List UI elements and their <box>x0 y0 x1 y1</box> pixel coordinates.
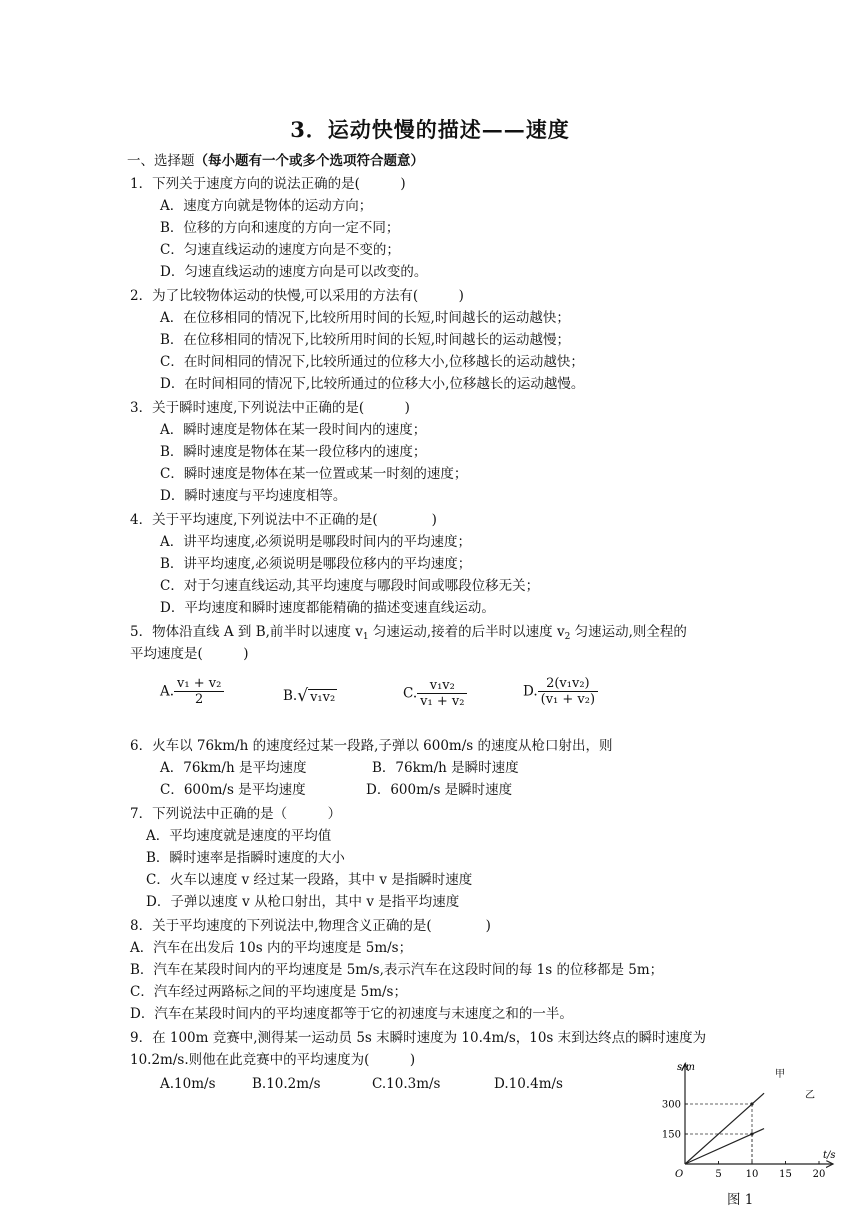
denominator: 2 <box>195 692 204 707</box>
option-label: C. <box>403 685 418 702</box>
q1-option-c: C．匀速直线运动的速度方向是不变的； <box>160 242 400 258</box>
x-axis-label: t/s <box>823 1150 836 1161</box>
q2-option-c: C．在时间相同的情况下,比较所通过的位移大小,位移越长的运动越快； <box>160 354 584 370</box>
x-tick-label: 10 <box>745 1169 759 1180</box>
q7-option-b: B．瞬时速率是指瞬时速度的大小 <box>146 850 345 866</box>
denominator: (v₁ + v₂) <box>540 692 596 707</box>
option-label: B. <box>283 688 298 704</box>
q1-option-b: B．位移的方向和速度的方向一定不同； <box>160 220 400 236</box>
q1-stem: 1．下列关于速度方向的说法正确的是( ) <box>130 176 406 192</box>
q9-stem-line2: 10.2m/s.则他在此竞赛中的平均速度为( ) <box>130 1052 416 1068</box>
q9-option-c: C.10.3m/s <box>372 1076 441 1092</box>
q5-stem-line2: 平均速度是( ) <box>130 646 249 662</box>
q5-option-b <box>283 686 337 706</box>
q4-stem: 4．关于平均速度,下列说法中不正确的是( ) <box>130 512 437 528</box>
q3-option-b: B．瞬时速度是物体在某一段位移内的速度； <box>160 444 427 460</box>
figure-1-chart <box>655 1058 845 1188</box>
q7-option-d: D．子弹以速度 v 从枪口射出，其中 v 是指平均速度 <box>146 894 460 910</box>
q8-option-c: C．汽车经过两路标之间的平均速度是 5m/s； <box>130 984 407 1000</box>
q7-option-a: A．平均速度就是速度的平均值 <box>146 828 332 844</box>
y-axis-label: s/m <box>677 1062 695 1073</box>
q6-option-b: B．76km/h 是瞬时速度 <box>372 760 519 776</box>
q8-option-b: B．汽车在某段时间内的平均速度是 5m/s,表示汽车在这段时间的每 1s 的位移都是 5m； <box>130 962 664 978</box>
q7-option-c: C．火车以速度 v 经过某一段路，其中 v 是指瞬时速度 <box>146 872 473 888</box>
fraction <box>417 678 467 709</box>
q3-option-c: C．瞬时速度是物体在某一位置或某一时刻的速度； <box>160 466 468 482</box>
x-tick-label: 15 <box>779 1169 792 1180</box>
q9-option-b: B.10.2m/s <box>252 1076 321 1092</box>
q5-subscript: 1 <box>362 632 369 642</box>
y-tick-label: 300 <box>661 1099 681 1111</box>
q2-stem: 2．为了比较物体运动的快慢,可以采用的方法有( ) <box>130 288 464 304</box>
q1-option-d: D．匀速直线运动的速度方向是可以改变的。 <box>160 264 428 280</box>
q4-option-d: D．平均速度和瞬时速度都能精确的描述变速直线运动。 <box>160 600 495 616</box>
fraction <box>538 676 598 707</box>
q5-option-c <box>403 678 467 709</box>
y-tick-label: 150 <box>661 1129 681 1141</box>
q5-stem-part: 匀速运动,则全程的 <box>570 624 687 640</box>
q5-option-d <box>523 676 598 707</box>
section-heading <box>127 151 424 171</box>
numerator: v₁ + v₂ <box>174 676 224 692</box>
series-label-yi: 乙 <box>805 1090 815 1101</box>
q8-option-d: D．汽车在某段时间内的平均速度都等于它的初速度与末速度之和的一半。 <box>130 1006 573 1022</box>
page-title: 3．运动快慢的描述——速度 <box>290 117 570 142</box>
section-prefix: 一、选择题 <box>127 153 195 169</box>
q6-option-a: A．76km/h 是平均速度 <box>160 760 307 776</box>
q5-option-a <box>160 676 224 707</box>
square-root <box>297 686 337 706</box>
x-tick-label: 20 <box>812 1169 826 1180</box>
q2-option-a: A．在位移相同的情况下,比较所用时间的长短,时间越长的运动越快； <box>160 310 570 326</box>
q6-option-c: C．600m/s 是平均速度 <box>160 782 306 798</box>
radicand: v₁v₂ <box>310 690 336 705</box>
data-point <box>750 1102 753 1105</box>
origin-label: O <box>675 1169 684 1180</box>
q4-option-a: A．讲平均速度,必须说明是哪段时间内的平均速度； <box>160 534 472 550</box>
option-label: D. <box>523 683 538 700</box>
q5-stem-part: 匀速运动,接着的后半时以速度 v <box>368 624 565 640</box>
q8-option-a: A．汽车在出发后 10s 内的平均速度是 5m/s； <box>130 940 413 956</box>
figure-caption: 图 1 <box>727 1192 754 1208</box>
q9-stem: 9．在 100m 竞赛中,测得某一运动员 5s 末瞬时速度为 10.4m/s，10s 末到达终点的瞬时速度为 <box>130 1030 707 1046</box>
option-label: A. <box>160 683 175 700</box>
fraction <box>174 676 224 707</box>
q6-option-d: D．600m/s 是瞬时速度 <box>366 782 513 798</box>
q4-option-b: B．讲平均速度,必须说明是哪段位移内的平均速度； <box>160 556 472 572</box>
q2-option-d: D．在时间相同的情况下,比较所通过的位移大小,位移越长的运动越慢。 <box>160 376 585 392</box>
q3-option-d: D．瞬时速度与平均速度相等。 <box>160 488 347 504</box>
q9-option-a: A.10m/s <box>160 1076 216 1092</box>
q2-option-b: B．在位移相同的情况下,比较所用时间的长短,时间越长的运动越慢； <box>160 332 571 348</box>
q1-option-a: A．速度方向就是物体的运动方向； <box>160 198 373 214</box>
q9-option-d: D.10.4m/s <box>494 1076 563 1092</box>
q4-option-c: C．对于匀速直线运动,其平均速度与哪段时间或哪段位移无关； <box>160 578 540 594</box>
series-label-jia: 甲 <box>775 1069 785 1080</box>
q5-subscript: 2 <box>564 632 571 642</box>
numerator: 2(v₁v₂) <box>538 676 598 692</box>
q8-stem: 8．关于平均速度的下列说法中,物理含义正确的是( ) <box>130 918 491 934</box>
radical-sign: √ <box>297 686 309 706</box>
x-tick-label: 5 <box>715 1169 722 1180</box>
data-point <box>750 1132 753 1135</box>
q3-option-a: A．瞬时速度是物体在某一段时间内的速度； <box>160 422 427 438</box>
numerator: v₁v₂ <box>417 678 467 694</box>
denominator: v₁ + v₂ <box>420 694 465 709</box>
q5-stem-part: 5．物体沿直线 A 到 B,前半时以速度 v <box>130 624 363 640</box>
section-note: （每小题有一个或多个选项符合题意） <box>194 153 424 169</box>
q3-stem: 3．关于瞬时速度,下列说法中正确的是( ) <box>130 400 410 416</box>
q6-stem: 6．火车以 76km/h 的速度经过某一段路,子弹以 600m/s 的速度从枪口射出，则 <box>130 738 613 754</box>
q7-stem: 7．下列说法中正确的是（ ） <box>130 806 342 822</box>
